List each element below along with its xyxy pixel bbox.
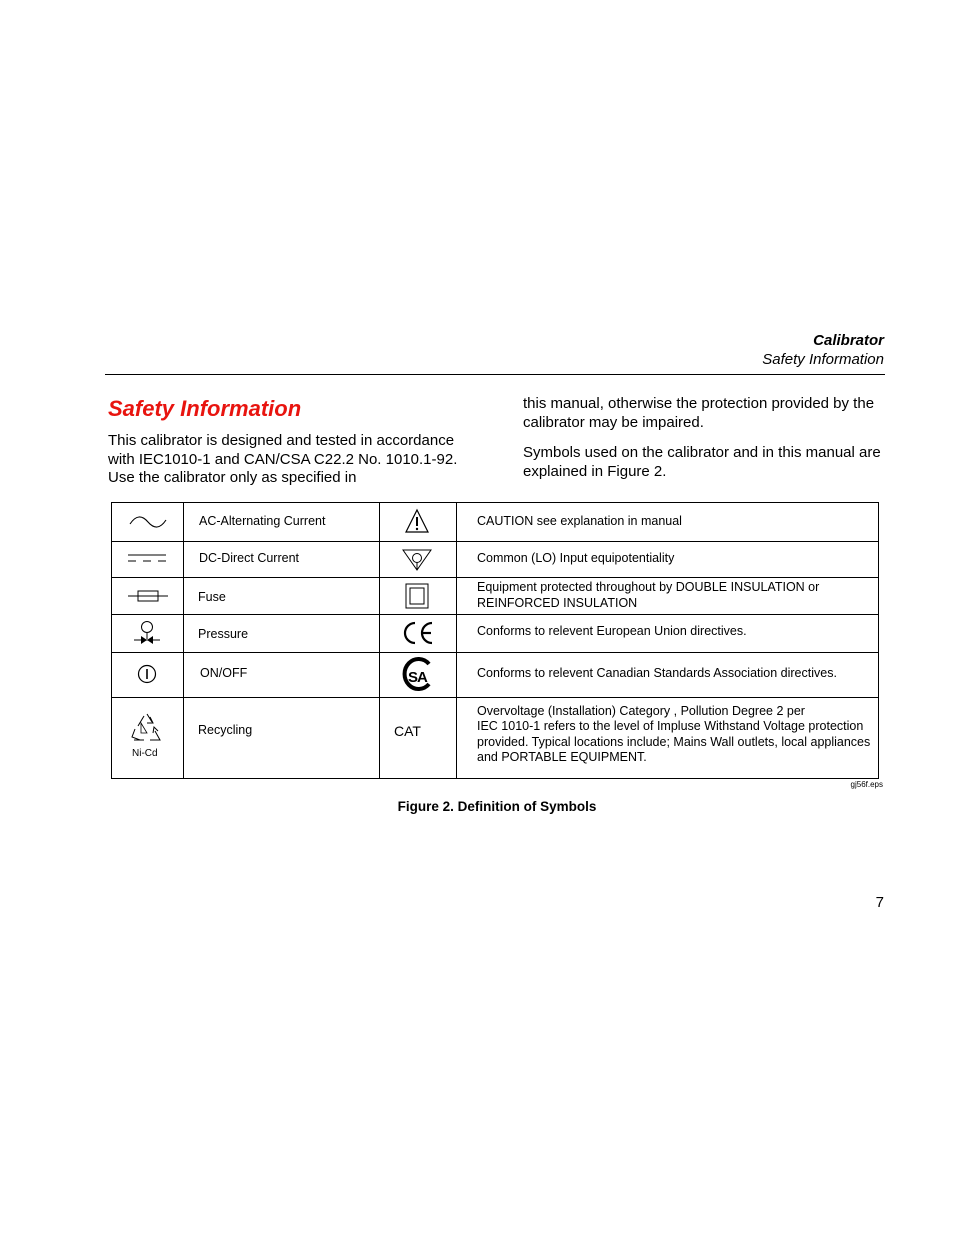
page-number: 7 bbox=[875, 894, 884, 911]
csa-mark-icon bbox=[402, 657, 434, 691]
symbol-label: Pressure bbox=[198, 627, 249, 641]
fuse-icon bbox=[128, 589, 168, 603]
svg-text:S: S bbox=[408, 669, 419, 686]
symbol-label-line: REINFORCED INSULATION bbox=[477, 596, 638, 610]
ac-sine-icon bbox=[128, 513, 168, 531]
symbol-label-line: Overvoltage (Installation) Category , Pollution Degree 2 per bbox=[477, 704, 805, 718]
table-divider bbox=[112, 541, 878, 542]
table-divider bbox=[112, 577, 878, 578]
paragraph-continued: this manual, otherwise the protection provided by the calibrator may be impaired. bbox=[523, 395, 875, 431]
symbol-label-line: Equipment protected throughout by DOUBLE INSULATION or bbox=[477, 580, 820, 594]
equipotential-icon bbox=[401, 546, 433, 572]
symbol-label-line: provided. Typical locations include; Mains Wall outlets, local appliances bbox=[477, 735, 871, 749]
figure-file-label: gj56f.eps bbox=[850, 780, 883, 789]
paragraph-symbols: Symbols used on the calibrator and in this manual are explained in Figure 2. bbox=[523, 444, 881, 480]
table-divider bbox=[379, 503, 380, 778]
running-header-title: Calibrator bbox=[813, 332, 884, 349]
running-header-subtitle: Safety Information bbox=[762, 351, 884, 368]
pressure-icon bbox=[132, 619, 162, 649]
symbol-label: Conforms to relevent European Union directives. bbox=[477, 624, 747, 638]
caution-triangle-icon bbox=[404, 508, 430, 534]
recycling-icon-label: Ni-Cd bbox=[132, 748, 158, 759]
symbol-label: Recycling bbox=[198, 723, 253, 737]
symbol-label-line: and PORTABLE EQUIPMENT. bbox=[477, 750, 647, 764]
dc-current-icon bbox=[126, 551, 168, 565]
ce-mark-icon bbox=[401, 620, 435, 646]
section-title: Safety Information bbox=[108, 396, 302, 421]
table-divider bbox=[112, 652, 878, 653]
symbol-label: Conforms to relevent Canadian Standards Association directives. bbox=[477, 666, 837, 680]
symbol-label: Fuse bbox=[198, 590, 226, 604]
double-insulation-icon bbox=[405, 583, 429, 609]
symbol-label: CAUTION see explanation in manual bbox=[477, 514, 682, 528]
paragraph-intro: This calibrator is designed and tested in accordance with IEC1010-1 and CAN/CSA C22.2 No. 1010.1-92. Use the calibrator only as specified in bbox=[108, 432, 458, 486]
figure-caption: Figure 2. Definition of Symbols bbox=[397, 799, 597, 814]
symbol-label: AC-Alternating Current bbox=[199, 514, 326, 528]
symbol-label: Common (LO) Input equipotentiality bbox=[477, 551, 675, 565]
table-divider bbox=[456, 503, 457, 778]
symbol-label: ON/OFF bbox=[200, 666, 248, 680]
on-off-icon bbox=[137, 664, 157, 684]
symbols-table bbox=[111, 502, 879, 779]
symbol-label-line: IEC 1010-1 refers to the level of Impluse Withstand Voltage protection bbox=[477, 719, 864, 733]
table-divider bbox=[112, 614, 878, 615]
table-divider bbox=[183, 503, 184, 778]
cat-symbol: CAT bbox=[394, 723, 421, 739]
table-divider bbox=[112, 697, 878, 698]
svg-text:A: A bbox=[417, 669, 428, 686]
header-rule bbox=[105, 374, 885, 375]
symbol-label: DC-Direct Current bbox=[199, 551, 300, 565]
